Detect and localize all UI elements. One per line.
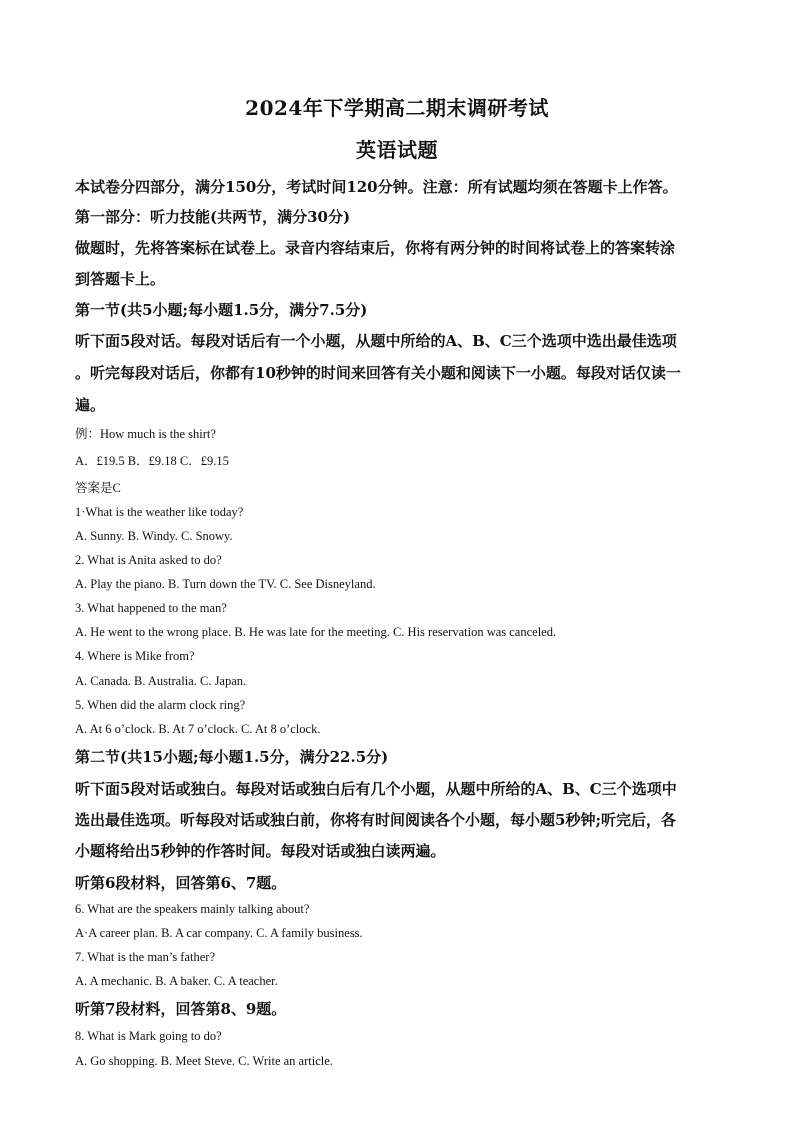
part1-instruction-line1: 做题时，先将答案标在试卷上。录音内容结束后，你将有两分钟的时间将试卷上的答案转涂 [75, 239, 676, 257]
question-4: 4. Where is Mike from? [75, 649, 195, 663]
example-options: A．£19.5 B．£9.18 C．£9.15 [75, 454, 229, 468]
question-8: 8. What is Mark going to do? [75, 1029, 222, 1043]
question-6: 6. What are the speakers mainly talking about? [75, 902, 310, 916]
example-question: 例：How much is the shirt? [75, 427, 216, 441]
part1-instruction-line2: 到答题卡上。 [75, 270, 166, 288]
question-5-options: A. At 6 o’clock. B. At 7 o’clock. C. At 8 o’clock. [75, 722, 321, 736]
section2-instruction-line3: 小题将给出5秒钟的作答时间。每段对话或独白读两遍。 [75, 842, 446, 860]
example-answer: 答案是C [75, 481, 121, 495]
question-7-options: A. A mechanic. B. A baker. C. A teacher. [75, 974, 278, 988]
question-1: 1·What is the weather like today? [75, 505, 244, 519]
section2-instruction-line2: 选出最佳选项。听每段对话或独白前，你将有时间阅读各个小题，每小题5秒钟;听完后，各 [75, 811, 676, 829]
question-5: 5. When did the alarm clock ring? [75, 698, 246, 712]
question-8-options: A. Go shopping. B. Meet Steve. C. Write an article. [75, 1054, 333, 1068]
material-6-heading: 听第6段材料，回答第6、7题。 [75, 874, 287, 892]
exam-notice: 本试卷分四部分，满分150分，考试时间120分钟。注意：所有试题均须在答题卡上作答。 [75, 178, 678, 196]
question-2: 2. What is Anita asked to do? [75, 553, 222, 567]
question-7: 7. What is the man’s father? [75, 950, 216, 964]
section1-instruction-line2: 。听完每段对话后，你都有10秒钟的时间来回答有关小题和阅读下一小题。每段对话仅读一 [75, 364, 681, 382]
question-4-options: A. Canada. B. Australia. C. Japan. [75, 674, 247, 688]
question-6-options: A·A career plan. B. A car company. C. A family business. [75, 926, 363, 940]
question-2-options: A. Play the piano. B. Turn down the TV. C. See Disneyland. [75, 577, 376, 591]
exam-subject: 英语试题 [356, 138, 438, 162]
section1-instruction-line1: 听下面5段对话。每段对话后有一个小题，从题中所给的A、B、C三个选项中选出最佳选项 [75, 332, 677, 350]
question-3-options: A. He went to the wrong place. B. He was late for the meeting. C. His reservation was canceled. [75, 625, 557, 639]
section1-instruction-line3: 遍。 [75, 396, 106, 414]
section2-instruction-line1: 听下面5段对话或独白。每段对话或独白后有几个小题，从题中所给的A、B、C三个选项中 [75, 780, 677, 798]
section2-heading: 第二节(共15小题;每小题1.5分，满分22.5分) [75, 748, 389, 766]
question-1-options: A. Sunny. B. Windy. C. Snowy. [75, 529, 233, 543]
question-3: 3. What happened to the man? [75, 601, 227, 615]
section1-heading: 第一节(共5小题;每小题1.5分，满分7.5分) [75, 301, 368, 319]
material-7-heading: 听第7段材料，回答第8、9题。 [75, 1000, 287, 1018]
part1-heading: 第一部分：听力技能(共两节，满分30分) [75, 208, 351, 226]
exam-title: 2024年下学期高二期末调研考试 [245, 96, 549, 120]
